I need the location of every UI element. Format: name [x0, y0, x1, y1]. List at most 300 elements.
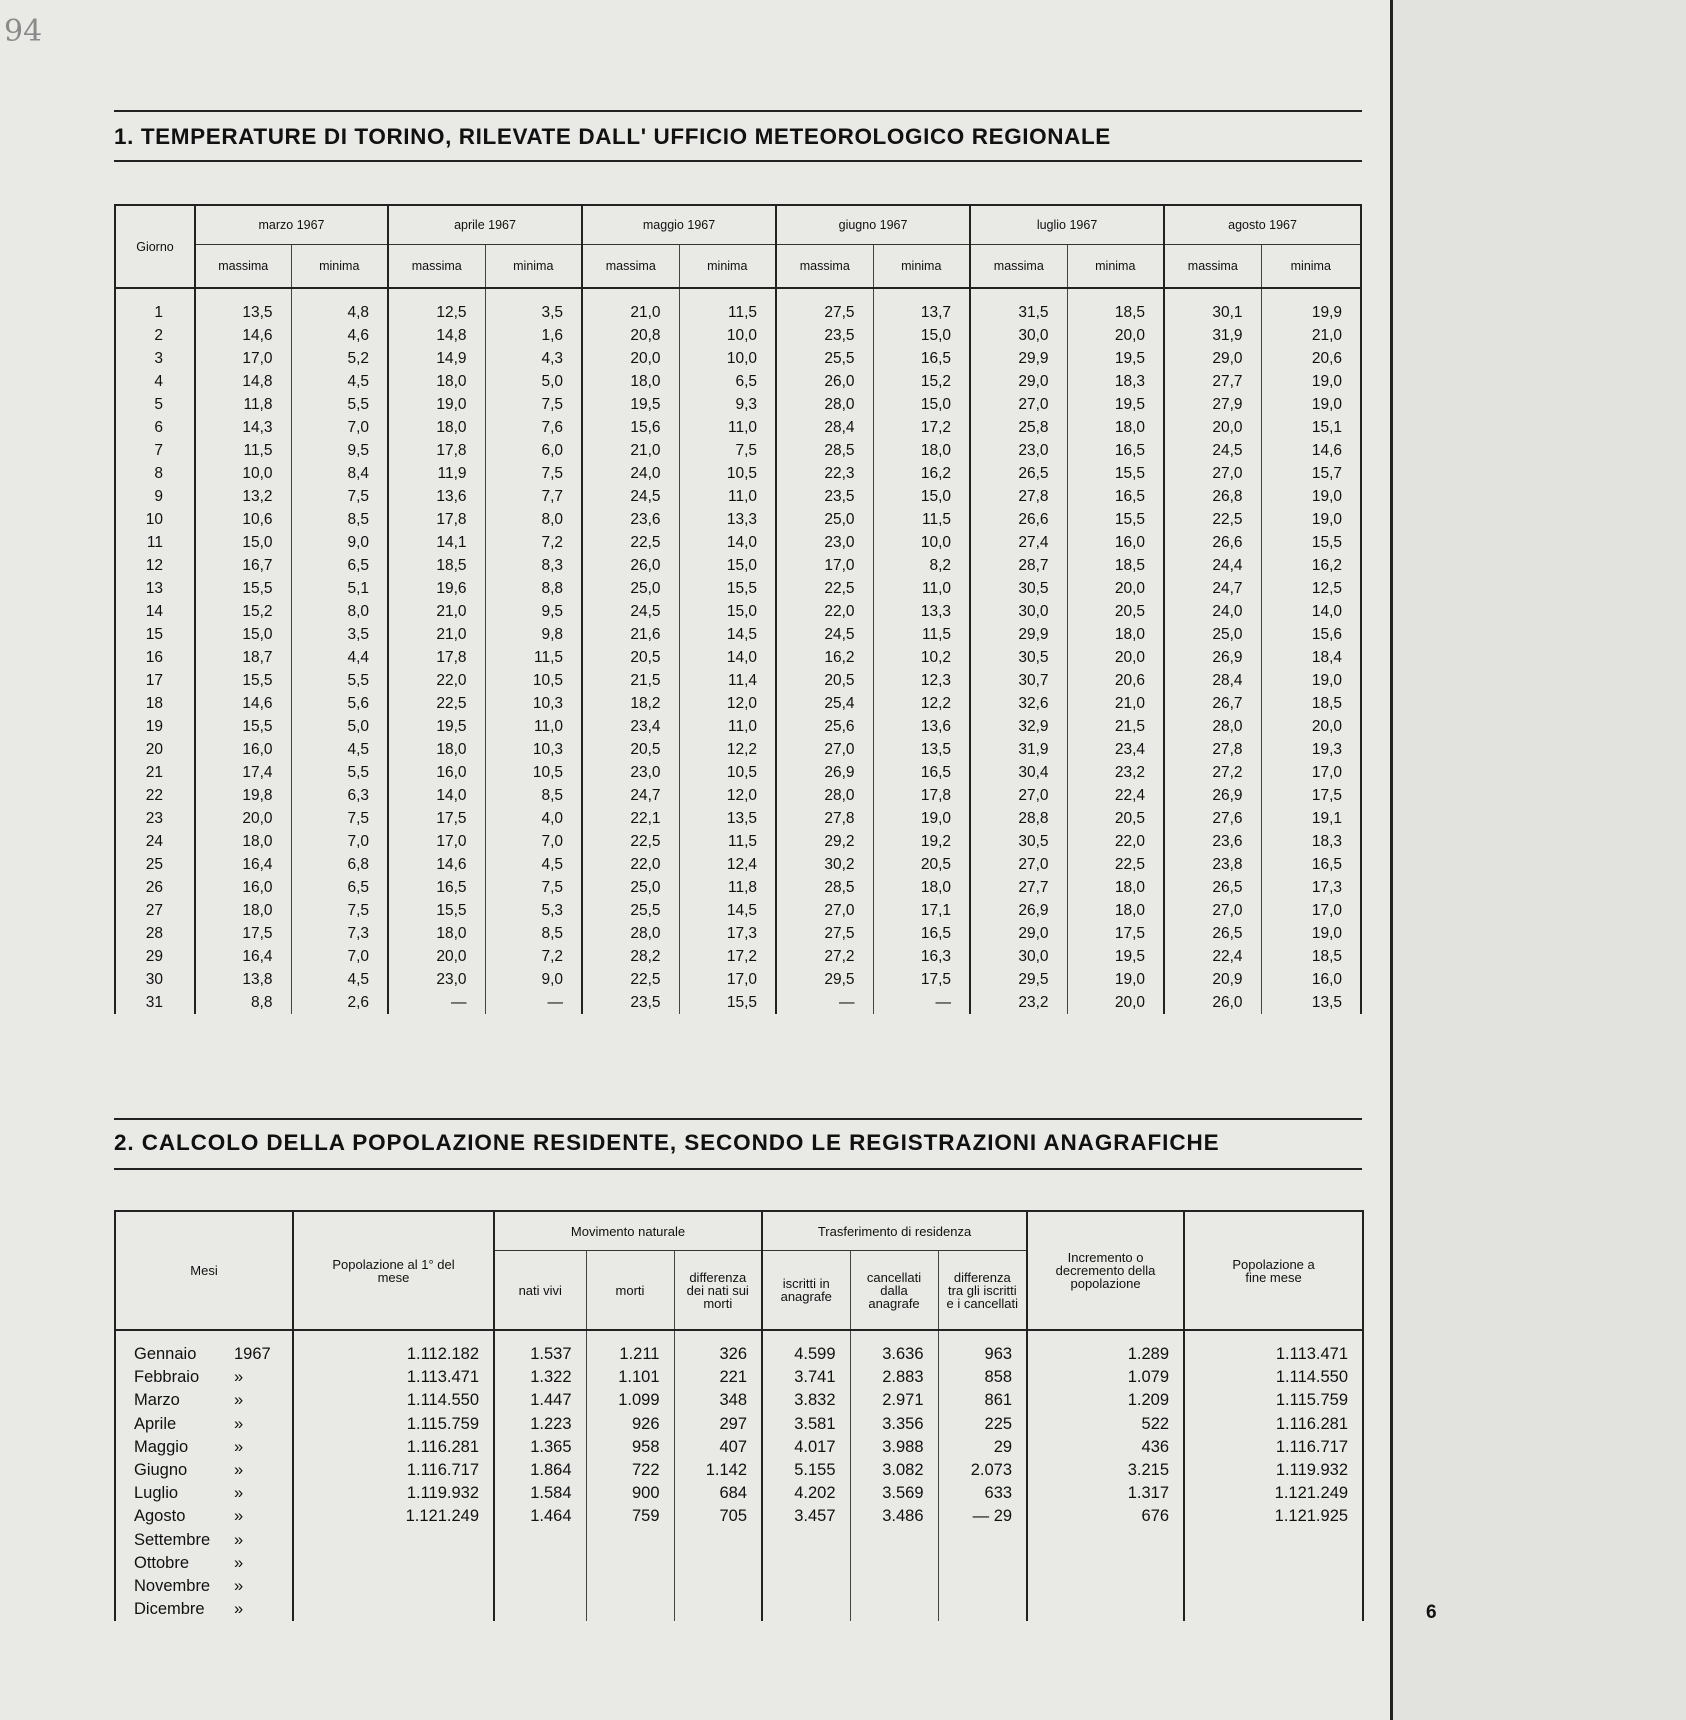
max-temp-cell: 24,7	[1164, 577, 1261, 600]
max-temp-cell: 20,5	[582, 646, 679, 669]
pop-inizio-cell	[293, 1552, 494, 1575]
max-temp-cell: 31,9	[1164, 324, 1261, 347]
max-temp-cell: 27,4	[970, 531, 1067, 554]
massima-header: massima	[388, 245, 485, 289]
min-temp-cell: 9,8	[485, 623, 582, 646]
month-name: Aprile	[134, 1414, 177, 1433]
table-row	[115, 393, 1361, 416]
nati-vivi-cell	[494, 1598, 586, 1621]
pop-inizio-cell	[293, 1575, 494, 1598]
day-cell: 24	[115, 830, 195, 853]
iscritti-cell: 3.457	[762, 1505, 850, 1528]
min-temp-cell: 15,0	[679, 554, 776, 577]
cancellati-cell	[850, 1529, 938, 1552]
day-cell: 12	[115, 554, 195, 577]
max-temp-cell: 13,2	[195, 485, 291, 508]
max-temp-cell: 29,9	[970, 347, 1067, 370]
min-temp-cell: 8,4	[291, 462, 388, 485]
morti-cell: 958	[586, 1436, 674, 1459]
min-temp-cell: 5,5	[291, 761, 388, 784]
max-temp-cell: 28,7	[970, 554, 1067, 577]
month-cell	[115, 1366, 293, 1389]
max-temp-cell: 23,4	[582, 715, 679, 738]
table-row	[115, 301, 1361, 324]
min-temp-cell: 5,5	[291, 393, 388, 416]
pop-inizio-cell: 1.114.550	[293, 1389, 494, 1412]
table-row	[115, 1343, 1363, 1366]
min-temp-cell: 15,0	[679, 600, 776, 623]
min-temp-cell: 18,4	[1261, 646, 1361, 669]
month-cell	[115, 1505, 293, 1528]
max-temp-cell: 29,0	[970, 370, 1067, 393]
max-temp-cell: 22,4	[1164, 945, 1261, 968]
min-temp-cell: 18,0	[873, 439, 970, 462]
min-temp-cell: 6,3	[291, 784, 388, 807]
pop-fine-cell: 1.116.281	[1184, 1413, 1363, 1436]
min-temp-cell: 19,5	[1067, 945, 1164, 968]
max-temp-cell: 29,5	[776, 968, 873, 991]
max-temp-cell: 22,0	[582, 853, 679, 876]
min-temp-cell: 14,6	[1261, 439, 1361, 462]
massima-header: massima	[970, 245, 1067, 289]
max-temp-cell: 19,5	[388, 715, 485, 738]
max-temp-cell: 18,0	[388, 416, 485, 439]
min-temp-cell: 4,8	[291, 301, 388, 324]
nati-vivi-cell: 1.584	[494, 1482, 586, 1505]
max-temp-cell: 27,0	[1164, 462, 1261, 485]
iscritti-cell: 5.155	[762, 1459, 850, 1482]
cancellati-cell: 3.356	[850, 1413, 938, 1436]
month-name: Ottobre	[134, 1553, 190, 1572]
min-temp-cell: 16,5	[1261, 853, 1361, 876]
max-temp-cell: 25,0	[776, 508, 873, 531]
table-row	[115, 600, 1361, 623]
year-mark: »	[234, 1600, 244, 1619]
nati-vivi-cell	[494, 1575, 586, 1598]
max-temp-cell: 23,0	[970, 439, 1067, 462]
min-temp-cell: 14,5	[679, 623, 776, 646]
max-temp-cell: 26,9	[970, 899, 1067, 922]
table-row	[115, 761, 1361, 784]
max-temp-cell: 17,8	[388, 508, 485, 531]
cancellati-cell: 2.971	[850, 1389, 938, 1412]
min-temp-cell: 13,6	[873, 715, 970, 738]
year-mark: »	[234, 1461, 244, 1480]
year-mark: 1967	[234, 1345, 271, 1363]
min-temp-cell: 19,0	[1261, 922, 1361, 945]
min-temp-cell: 7,5	[291, 899, 388, 922]
max-temp-cell: 27,0	[776, 738, 873, 761]
nati-vivi-cell: 1.365	[494, 1436, 586, 1459]
table-row	[115, 922, 1361, 945]
min-temp-cell: 7,0	[485, 830, 582, 853]
iscritti-cell: 4.017	[762, 1436, 850, 1459]
min-temp-cell: 11,0	[873, 577, 970, 600]
morti-cell: 1.101	[586, 1366, 674, 1389]
max-temp-cell: 28,0	[776, 784, 873, 807]
table-row	[115, 531, 1361, 554]
max-temp-cell: 23,0	[776, 531, 873, 554]
month-header: maggio 1967	[582, 205, 776, 245]
year-mark: »	[234, 1530, 244, 1549]
month-cell	[115, 1598, 293, 1621]
table-row	[115, 577, 1361, 600]
day-cell: 1	[115, 301, 195, 324]
min-temp-cell: 19,0	[1261, 669, 1361, 692]
year-mark: »	[234, 1368, 244, 1387]
min-temp-cell: 21,5	[1067, 715, 1164, 738]
min-temp-cell: 5,5	[291, 669, 388, 692]
max-temp-cell: 30,7	[970, 669, 1067, 692]
min-temp-cell: 15,5	[1067, 462, 1164, 485]
nati-vivi-cell	[494, 1529, 586, 1552]
min-temp-cell: 6,8	[291, 853, 388, 876]
pop-fine-cell: 1.113.471	[1184, 1343, 1363, 1366]
table-row	[115, 853, 1361, 876]
incremento-cell: 1.079	[1027, 1366, 1184, 1389]
max-temp-cell: 15,5	[388, 899, 485, 922]
min-temp-cell: 16,0	[1067, 531, 1164, 554]
min-temp-cell: 7,6	[485, 416, 582, 439]
title2-rule-bottom	[114, 1168, 1362, 1170]
day-cell: 14	[115, 600, 195, 623]
max-temp-cell: 15,0	[195, 531, 291, 554]
minima-header: minima	[485, 245, 582, 289]
max-temp-cell: 22,5	[388, 692, 485, 715]
day-cell: 17	[115, 669, 195, 692]
day-cell: 27	[115, 899, 195, 922]
pop-inizio-cell: 1.112.182	[293, 1343, 494, 1366]
min-temp-cell: 7,2	[485, 531, 582, 554]
day-cell: 9	[115, 485, 195, 508]
min-temp-cell: 17,0	[1261, 761, 1361, 784]
min-temp-cell: 17,3	[679, 922, 776, 945]
max-temp-cell: 27,9	[1164, 393, 1261, 416]
min-temp-cell: 17,5	[1067, 922, 1164, 945]
max-temp-cell: —	[776, 991, 873, 1014]
title1-rule-bottom	[114, 160, 1362, 162]
diff-iscritti-cell: — 29	[938, 1505, 1027, 1528]
max-temp-cell: 11,9	[388, 462, 485, 485]
max-temp-cell: 27,0	[1164, 899, 1261, 922]
nati-vivi-cell	[494, 1552, 586, 1575]
min-temp-cell: 20,0	[1067, 646, 1164, 669]
min-temp-cell: 9,5	[291, 439, 388, 462]
min-temp-cell: 3,5	[291, 623, 388, 646]
day-cell: 28	[115, 922, 195, 945]
table1-title: 1. TEMPERATURE DI TORINO, RILEVATE DALL' UFFICIO METEOROLOGICO REGIONALE	[114, 124, 1111, 149]
min-temp-cell: 19,0	[1067, 968, 1164, 991]
table-row	[115, 462, 1361, 485]
day-cell: 16	[115, 646, 195, 669]
max-temp-cell: 28,2	[582, 945, 679, 968]
max-temp-cell: 25,6	[776, 715, 873, 738]
min-temp-cell: 11,0	[679, 416, 776, 439]
max-temp-cell: 26,0	[1164, 991, 1261, 1014]
cancellati-cell	[850, 1552, 938, 1575]
table-row	[115, 1389, 1363, 1412]
min-temp-cell: 14,0	[679, 646, 776, 669]
max-temp-cell: 26,0	[582, 554, 679, 577]
diff-iscritti-header: differenza tra gli iscritti e i cancellati	[938, 1251, 1027, 1331]
max-temp-cell: 14,0	[388, 784, 485, 807]
min-temp-cell: 10,2	[873, 646, 970, 669]
min-temp-cell: 14,5	[679, 899, 776, 922]
min-temp-cell: 18,5	[1261, 692, 1361, 715]
min-temp-cell: 18,0	[1067, 416, 1164, 439]
max-temp-cell: 26,8	[1164, 485, 1261, 508]
max-temp-cell: 25,4	[776, 692, 873, 715]
nati-vivi-cell: 1.322	[494, 1366, 586, 1389]
diff-nati-cell: 1.142	[674, 1459, 762, 1482]
max-temp-cell: 30,0	[970, 600, 1067, 623]
max-temp-cell: 11,5	[195, 439, 291, 462]
max-temp-cell: 16,0	[388, 761, 485, 784]
max-temp-cell: 26,5	[970, 462, 1067, 485]
max-temp-cell: 23,0	[582, 761, 679, 784]
max-temp-cell: 25,0	[582, 577, 679, 600]
max-temp-cell: 18,7	[195, 646, 291, 669]
max-temp-cell: 8,8	[195, 991, 291, 1014]
min-temp-cell: 18,3	[1067, 370, 1164, 393]
max-temp-cell: 27,0	[776, 899, 873, 922]
max-temp-cell: 18,0	[388, 370, 485, 393]
max-temp-cell: 22,0	[388, 669, 485, 692]
min-temp-cell: —	[873, 991, 970, 1014]
max-temp-cell: 12,5	[388, 301, 485, 324]
table-row	[115, 439, 1361, 462]
min-temp-cell: 17,3	[1261, 876, 1361, 899]
min-temp-cell: 7,0	[291, 830, 388, 853]
min-temp-cell: 19,3	[1261, 738, 1361, 761]
max-temp-cell: 14,9	[388, 347, 485, 370]
diff-iscritti-cell	[938, 1575, 1027, 1598]
min-temp-cell: 21,0	[1067, 692, 1164, 715]
max-temp-cell: 23,6	[1164, 830, 1261, 853]
day-cell: 19	[115, 715, 195, 738]
iscritti-cell: 3.741	[762, 1366, 850, 1389]
max-temp-cell: 24,0	[1164, 600, 1261, 623]
min-temp-cell: 13,5	[679, 807, 776, 830]
pop-inizio-cell: 1.121.249	[293, 1505, 494, 1528]
min-temp-cell: 10,0	[679, 347, 776, 370]
table-row	[115, 508, 1361, 531]
day-cell: 4	[115, 370, 195, 393]
table-row	[115, 485, 1361, 508]
massima-header: massima	[582, 245, 679, 289]
iscritti-cell	[762, 1575, 850, 1598]
max-temp-cell: 28,5	[776, 876, 873, 899]
day-cell: 3	[115, 347, 195, 370]
min-temp-cell: 14,0	[679, 531, 776, 554]
pop-inizio-cell: 1.113.471	[293, 1366, 494, 1389]
min-temp-cell: 4,6	[291, 324, 388, 347]
min-temp-cell: 19,9	[1261, 301, 1361, 324]
min-temp-cell: 15,5	[1067, 508, 1164, 531]
max-temp-cell: 30,0	[970, 945, 1067, 968]
min-temp-cell: 18,0	[1067, 876, 1164, 899]
max-temp-cell: 22,5	[776, 577, 873, 600]
year-mark: »	[234, 1414, 244, 1433]
min-temp-cell: 10,0	[679, 324, 776, 347]
table-row	[115, 623, 1361, 646]
pop-inizio-cell	[293, 1598, 494, 1621]
max-temp-cell: 23,5	[776, 485, 873, 508]
min-temp-cell: 6,0	[485, 439, 582, 462]
month-header: marzo 1967	[195, 205, 388, 245]
morti-cell	[586, 1598, 674, 1621]
iscritti-cell	[762, 1598, 850, 1621]
movimento-naturale-header: Movimento naturale	[494, 1211, 762, 1251]
pop-fine-cell: 1.121.925	[1184, 1505, 1363, 1528]
min-temp-cell: 18,0	[1067, 623, 1164, 646]
min-temp-cell: 12,0	[679, 784, 776, 807]
day-cell: 18	[115, 692, 195, 715]
max-temp-cell: 25,0	[582, 876, 679, 899]
table-row	[115, 1459, 1363, 1482]
pop-fine-cell	[1184, 1575, 1363, 1598]
nati-vivi-cell: 1.864	[494, 1459, 586, 1482]
min-temp-cell: 10,5	[485, 669, 582, 692]
min-temp-cell: 22,0	[1067, 830, 1164, 853]
max-temp-cell: 14,6	[388, 853, 485, 876]
min-temp-cell: 5,0	[291, 715, 388, 738]
min-temp-cell: 11,5	[873, 623, 970, 646]
max-temp-cell: 24,5	[582, 600, 679, 623]
min-temp-cell: 13,3	[873, 600, 970, 623]
max-temp-cell: 26,6	[1164, 531, 1261, 554]
table-row	[115, 1552, 1363, 1575]
max-temp-cell: 29,9	[970, 623, 1067, 646]
min-temp-cell: 19,5	[1067, 347, 1164, 370]
day-cell: 2	[115, 324, 195, 347]
max-temp-cell: 17,0	[776, 554, 873, 577]
table-row	[115, 669, 1361, 692]
max-temp-cell: 16,0	[195, 876, 291, 899]
max-temp-cell: 31,9	[970, 738, 1067, 761]
day-cell: 21	[115, 761, 195, 784]
min-temp-cell: 15,5	[679, 577, 776, 600]
max-temp-cell: 27,0	[970, 393, 1067, 416]
max-temp-cell: 16,0	[195, 738, 291, 761]
max-temp-cell: 24,5	[1164, 439, 1261, 462]
minima-header: minima	[291, 245, 388, 289]
max-temp-cell: 30,0	[970, 324, 1067, 347]
min-temp-cell: 20,0	[1067, 324, 1164, 347]
min-temp-cell: 4,5	[291, 738, 388, 761]
incremento-cell: 676	[1027, 1505, 1184, 1528]
month-cell	[115, 1413, 293, 1436]
month-cell	[115, 1343, 293, 1366]
day-cell: 22	[115, 784, 195, 807]
max-temp-cell: 30,4	[970, 761, 1067, 784]
min-temp-cell: 6,5	[291, 554, 388, 577]
pop-inizio-cell: 1.116.717	[293, 1459, 494, 1482]
max-temp-cell: 26,9	[1164, 646, 1261, 669]
max-temp-cell: 21,0	[582, 301, 679, 324]
min-temp-cell: 7,2	[485, 945, 582, 968]
max-temp-cell: 17,5	[195, 922, 291, 945]
max-temp-cell: 15,0	[195, 623, 291, 646]
max-temp-cell: 14,6	[195, 692, 291, 715]
page-number: 6	[1426, 1602, 1437, 1623]
table-row	[115, 554, 1361, 577]
min-temp-cell: 7,5	[291, 807, 388, 830]
min-temp-cell: 23,2	[1067, 761, 1164, 784]
month-name: Luglio	[134, 1484, 179, 1503]
year-mark: »	[234, 1391, 244, 1410]
max-temp-cell: 28,4	[1164, 669, 1261, 692]
month-name: Dicembre	[134, 1600, 205, 1619]
day-cell: 25	[115, 853, 195, 876]
nati-vivi-cell: 1.447	[494, 1389, 586, 1412]
min-temp-cell: 15,5	[679, 991, 776, 1014]
iscritti-header: iscritti in anagrafe	[762, 1251, 850, 1331]
min-temp-cell: 4,5	[291, 370, 388, 393]
day-cell: 13	[115, 577, 195, 600]
pop-inizio-cell: 1.116.281	[293, 1436, 494, 1459]
min-temp-cell: 17,0	[1261, 899, 1361, 922]
max-temp-cell: 25,8	[970, 416, 1067, 439]
min-temp-cell: 11,8	[679, 876, 776, 899]
min-temp-cell: 16,5	[1067, 485, 1164, 508]
population-table	[114, 1210, 1364, 1621]
max-temp-cell: 24,0	[582, 462, 679, 485]
diff-nati-cell: 407	[674, 1436, 762, 1459]
min-temp-cell: 8,2	[873, 554, 970, 577]
iscritti-cell: 4.202	[762, 1482, 850, 1505]
max-temp-cell: 11,8	[195, 393, 291, 416]
min-temp-cell: 7,5	[679, 439, 776, 462]
table-row	[115, 1366, 1363, 1389]
min-temp-cell: 18,5	[1067, 301, 1164, 324]
incremento-cell: 522	[1027, 1413, 1184, 1436]
year-mark: »	[234, 1484, 244, 1503]
min-temp-cell: 19,5	[1067, 393, 1164, 416]
month-cell	[115, 1552, 293, 1575]
diff-nati-cell: 684	[674, 1482, 762, 1505]
incremento-cell	[1027, 1575, 1184, 1598]
min-temp-cell: 17,1	[873, 899, 970, 922]
max-temp-cell: 24,5	[582, 485, 679, 508]
diff-nati-cell	[674, 1529, 762, 1552]
month-header: giugno 1967	[776, 205, 970, 245]
max-temp-cell: 29,0	[970, 922, 1067, 945]
minima-header: minima	[873, 245, 970, 289]
nati-vivi-header: nati vivi	[494, 1251, 586, 1331]
max-temp-cell: 19,5	[582, 393, 679, 416]
max-temp-cell: 27,8	[776, 807, 873, 830]
morti-cell	[586, 1575, 674, 1598]
pop-inizio-cell: 1.119.932	[293, 1482, 494, 1505]
min-temp-cell: 19,0	[1261, 370, 1361, 393]
max-temp-cell: 15,5	[195, 577, 291, 600]
table-row	[115, 370, 1361, 393]
day-cell: 8	[115, 462, 195, 485]
min-temp-cell: —	[485, 991, 582, 1014]
diff-nati-cell	[674, 1598, 762, 1621]
incremento-cell: 3.215	[1027, 1459, 1184, 1482]
trasferimento-header: Trasferimento di residenza	[762, 1211, 1027, 1251]
min-temp-cell: 21,0	[1261, 324, 1361, 347]
minima-header: minima	[1067, 245, 1164, 289]
min-temp-cell: 10,0	[873, 531, 970, 554]
min-temp-cell: 4,0	[485, 807, 582, 830]
day-cell: 20	[115, 738, 195, 761]
max-temp-cell: 19,8	[195, 784, 291, 807]
min-temp-cell: 20,5	[1067, 600, 1164, 623]
max-temp-cell: 23,0	[388, 968, 485, 991]
